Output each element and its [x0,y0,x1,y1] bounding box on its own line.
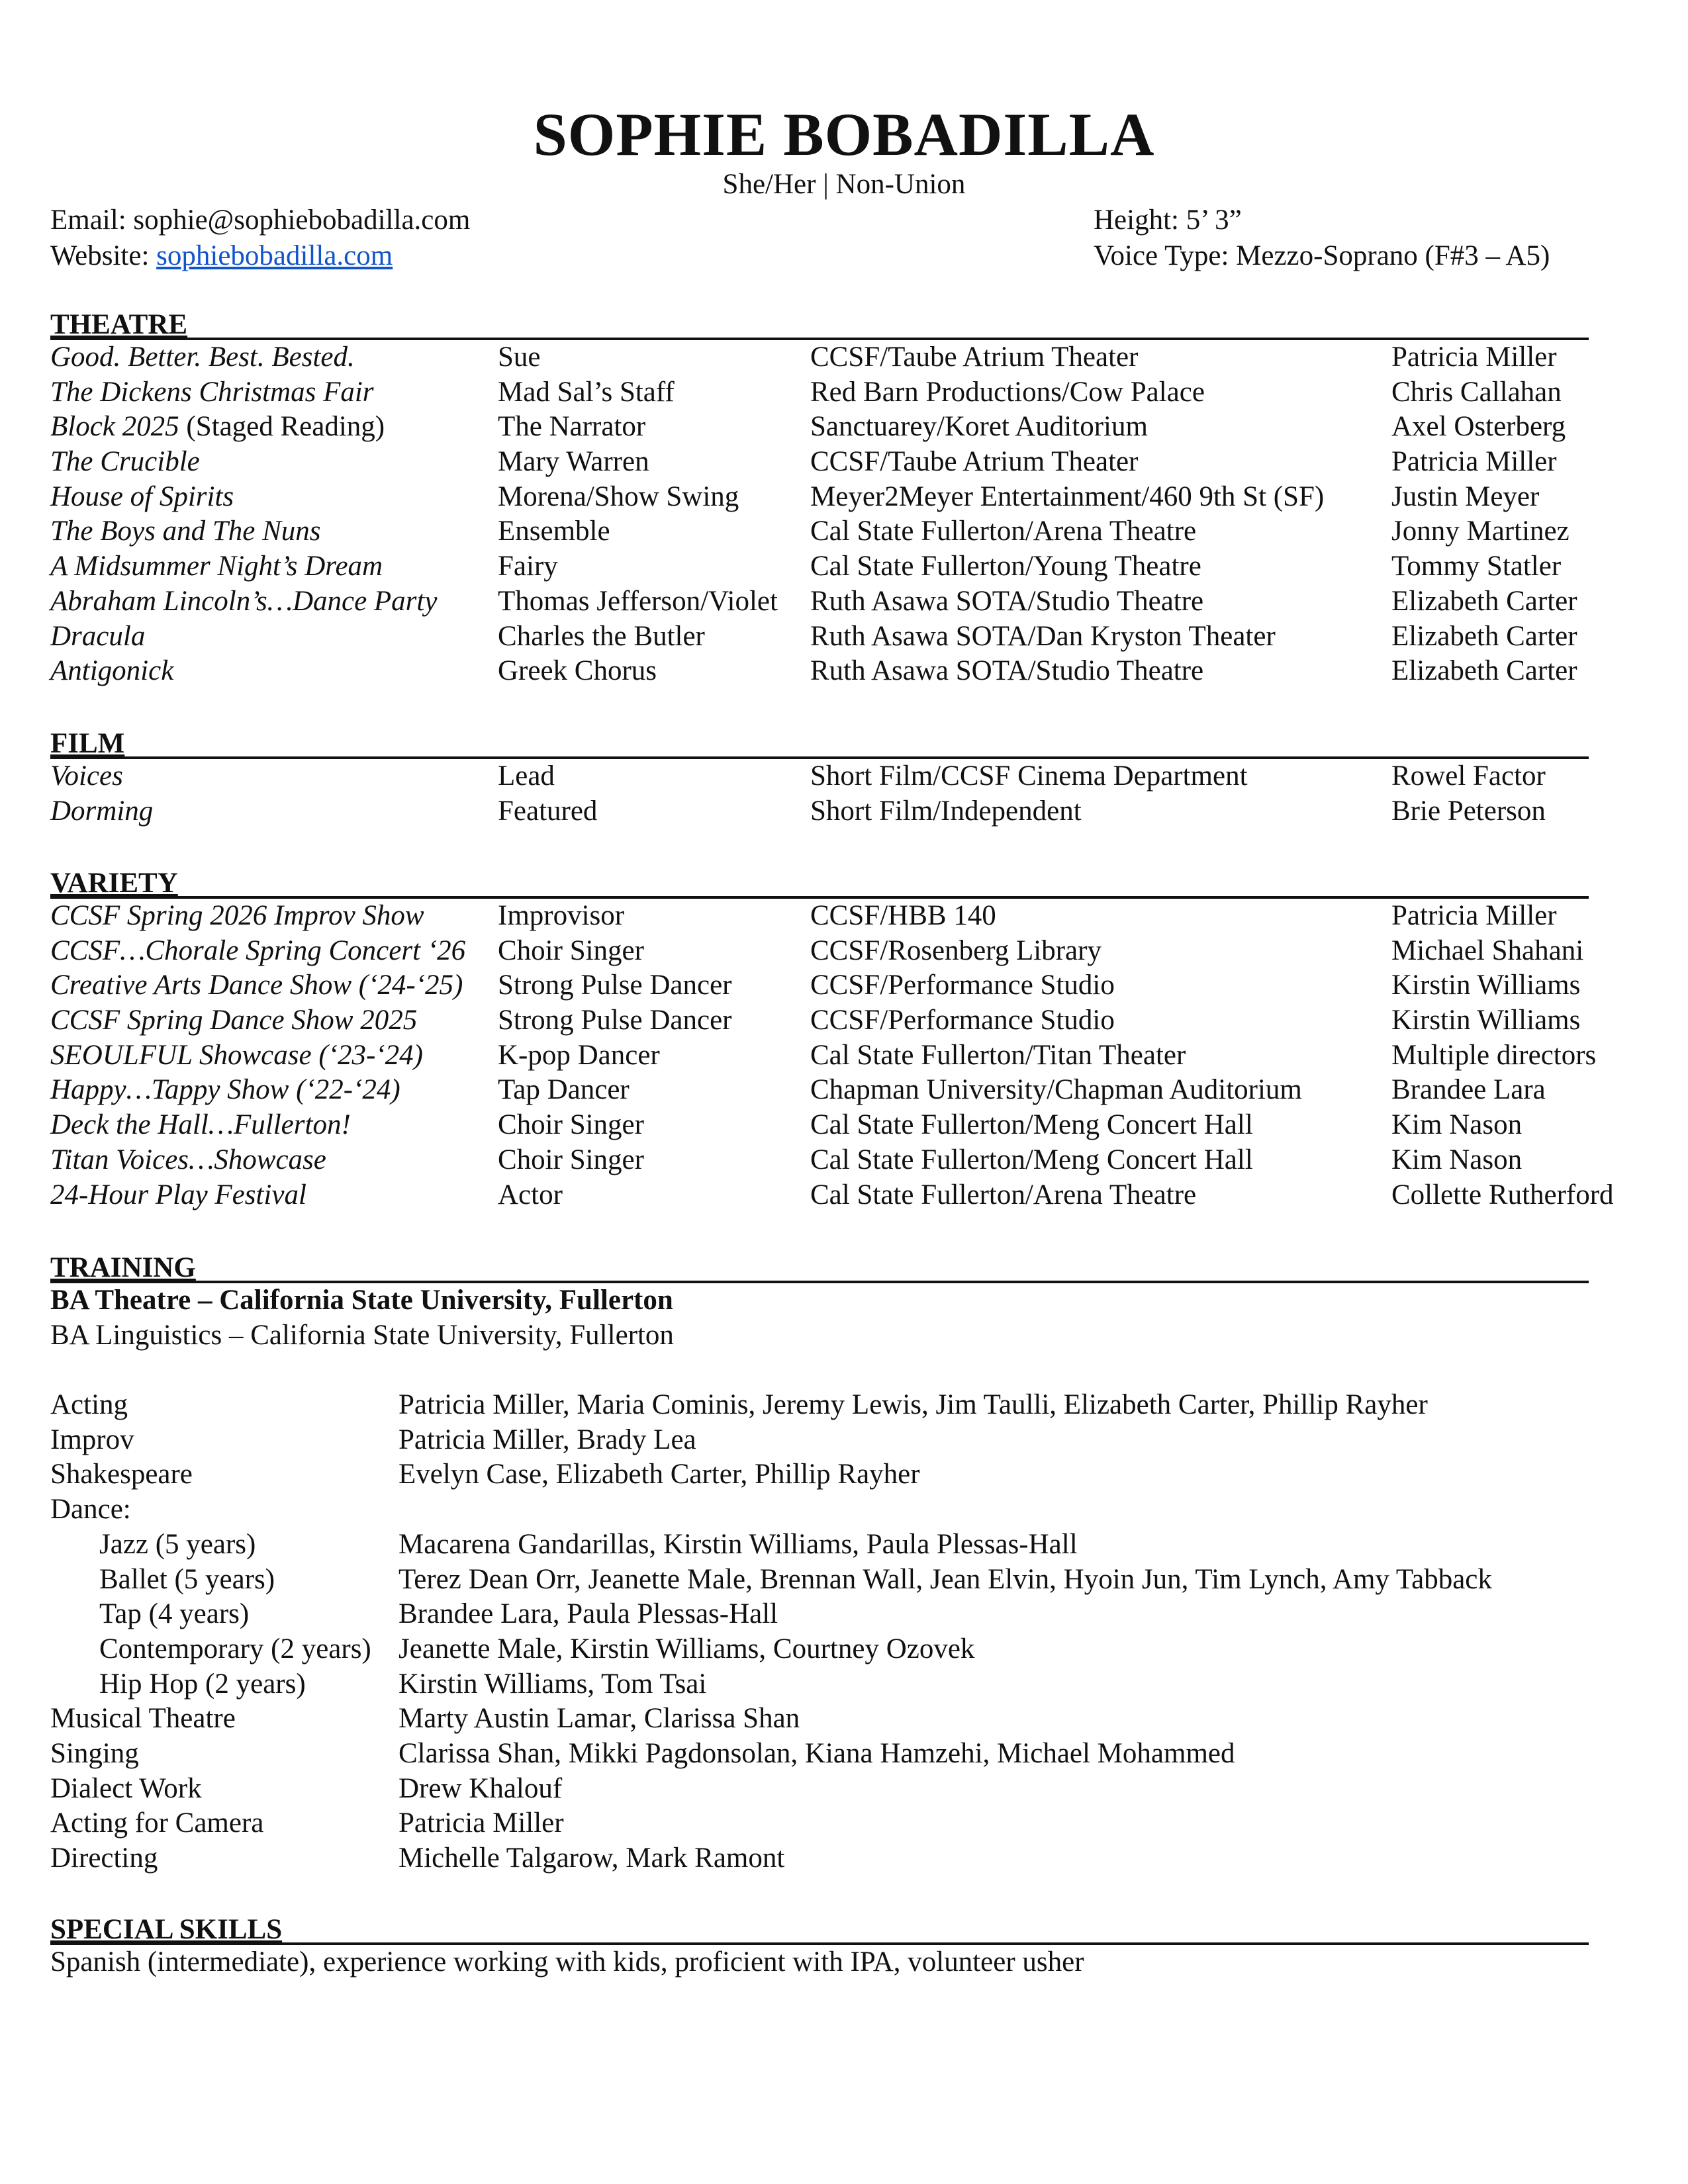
credit-role: Tap Dancer [498,1074,630,1106]
credit-role: K-pop Dancer [498,1039,660,1071]
credit-role: Actor [498,1179,563,1210]
credit-role: Charles the Butler [498,620,705,652]
credit-title [50,340,355,375]
credit-title-text: A Midsummer Night’s Dream [50,551,383,582]
credit-row [50,968,1589,1003]
credit-venue: Chapman University/Chapman Auditorium [810,1074,1302,1106]
credit-title-text: Creative Arts Dance Show (‘24-‘25) [50,970,463,1001]
credit-row [50,445,1589,480]
pronouns-union-status: She/Her | Non-Union [722,169,966,200]
credit-title-text: CCSF…Chorale Spring Concert ‘26 [50,934,466,966]
training-subject: Directing [50,1843,158,1874]
training-subject: Improv [50,1424,134,1455]
credit-title [50,968,463,1003]
credit-director: Multiple directors [1391,1039,1597,1071]
training-teachers: Michelle Talgarow, Mark Ramont [399,1843,785,1874]
credit-row [50,619,1589,655]
credit-role: Strong Pulse Dancer [498,1005,732,1036]
credit-director: Elizabeth Carter [1391,585,1577,617]
credit-venue: Cal State Fullerton/Meng Concert Hall [810,1144,1253,1175]
credit-director: Axel Osterberg [1391,411,1566,443]
credit-title [50,514,321,549]
credit-director: Collette Rutherford [1391,1179,1614,1210]
credit-title-text: Titan Voices…Showcase [50,1144,326,1175]
credit-title-text: CCSF Spring 2026 Improv Show [50,900,424,931]
training-subject: Contemporary (2 years) [99,1633,371,1664]
section-heading: TRAINING [50,1252,196,1283]
training-teachers: Evelyn Case, Elizabeth Carter, Phillip Rayher [399,1459,920,1490]
credit-venue: CCSF/Rosenberg Library [810,934,1102,966]
credit-title-text: Abraham Lincoln’s…Dance Party [50,585,438,617]
credit-role: Morena/Show Swing [498,480,739,512]
credit-row [50,794,1589,829]
credit-row [50,340,1589,375]
credit-role: Sue [498,341,541,373]
training-row [50,1737,1589,1772]
training-subject: Dialect Work [50,1772,202,1804]
training-teachers: Patricia Miller [399,1807,564,1839]
credit-row [50,1073,1589,1108]
training-row [50,1667,1589,1702]
credit-row [50,1178,1614,1213]
training-heading [50,1246,1589,1283]
contact-info [50,203,470,274]
credit-title-text: Block 2025 [50,411,179,443]
credit-title-note: (Staged Reading) [179,411,385,443]
resume-name: SOPHIE BOBADILLA [533,101,1155,168]
training-subject: Singing [50,1737,139,1769]
credit-venue: Ruth Asawa SOTA/Studio Theatre [810,655,1204,687]
credit-venue: Cal State Fullerton/Arena Theatre [810,1179,1197,1210]
voice-type-label: Voice Type: [1094,240,1229,271]
film-section [50,722,1589,829]
credit-director: Kirstin Williams [1391,1005,1581,1036]
email-line [50,203,470,238]
credit-title [50,445,200,480]
training-teachers: Jeanette Male, Kirstin Williams, Courtney Ozovek [399,1633,975,1664]
physical-info [1094,203,1550,274]
training-teachers: Clarissa Shan, Mikki Pagdonsolan, Kiana Hamzehi, Michael Mohammed [399,1737,1235,1769]
credit-role: Thomas Jefferson/Violet [498,585,778,617]
training-row [50,1527,1589,1563]
credit-title-text: Antigonick [50,655,174,687]
training-subject: Acting for Camera [50,1807,264,1839]
credit-director: Tommy Statler [1391,551,1562,582]
credit-title [50,759,123,794]
credit-director: Patricia Miller [1391,900,1557,931]
training-row [50,1457,1589,1492]
credit-title [50,1073,400,1108]
training-subject: Hip Hop (2 years) [99,1668,306,1700]
credit-row [50,1003,1589,1038]
training-row [50,1772,1589,1807]
theatre-credits [50,340,1589,689]
training-row [50,1806,1589,1841]
credit-title-text: House of Spirits [50,480,234,512]
training-row [50,1388,1589,1423]
credit-row [50,1038,1597,1073]
voice-type-line [1094,238,1550,274]
special-skills-heading [50,1908,1589,1945]
training-subject: Acting [50,1389,128,1421]
credit-role: Greek Chorus [498,655,657,687]
credit-role: Featured [498,795,598,827]
credit-director: Kim Nason [1391,1144,1523,1175]
credit-director: Michael Shahani [1391,934,1584,966]
credit-venue: Cal State Fullerton/Arena Theatre [810,516,1197,547]
section-heading: VARIETY [50,868,178,899]
training-teachers: Patricia Miller, Maria Cominis, Jeremy Lewis, Jim Taulli, Elizabeth Carter, Phillip Rayher [399,1389,1428,1421]
credit-venue: Ruth Asawa SOTA/Dan Kryston Theater [810,620,1276,652]
credit-role: Mary Warren [498,446,649,478]
training-list [50,1388,1589,1876]
training-teachers: Marty Austin Lamar, Clarissa Shan [399,1703,800,1735]
credit-title-text: The Boys and The Nuns [50,516,321,547]
special-skills-text: Spanish (intermediate), experience working with kids, proficient with IPA, volunteer usher [50,1946,1084,1978]
credit-director: Justin Meyer [1391,480,1540,512]
theatre-heading [50,303,1589,340]
credit-row [50,759,1589,794]
variety-credits [50,899,1614,1212]
training-teachers: Terez Dean Orr, Jeanette Male, Brennan Wall, Jean Elvin, Hyoin Jun, Tim Lynch, Amy Tabback [399,1563,1492,1595]
credit-venue: Short Film/CCSF Cinema Department [810,760,1248,792]
training-teachers: Drew Khalouf [399,1772,563,1804]
website-link[interactable]: sophiebobadilla.com [156,240,393,271]
training-row [50,1423,1589,1458]
credit-row [50,480,1589,515]
credit-title-text: Deck the Hall…Fullerton! [50,1109,351,1141]
credit-role: The Narrator [498,411,646,443]
training-subject: Musical Theatre [50,1703,236,1735]
credit-title-text: CCSF Spring Dance Show 2025 [50,1005,418,1036]
credit-director: Kim Nason [1391,1109,1523,1141]
training-subject: Ballet (5 years) [99,1563,275,1595]
credit-role: Choir Singer [498,934,644,966]
credit-venue: CCSF/Performance Studio [810,970,1115,1001]
section-heading: SPECIAL SKILLS [50,1914,283,1945]
theatre-section [50,303,1589,689]
credit-row [50,514,1589,549]
training-subject: Tap (4 years) [99,1598,250,1630]
credit-venue: CCSF/HBB 140 [810,900,996,931]
credit-venue: CCSF/Performance Studio [810,1005,1115,1036]
training-row [50,1563,1589,1598]
voice-type-value: Mezzo-Soprano (F#3 – A5) [1236,240,1550,271]
credit-role: Strong Pulse Dancer [498,970,732,1001]
training-row [50,1632,1589,1667]
credit-venue: Cal State Fullerton/Meng Concert Hall [810,1109,1253,1141]
credit-row [50,1143,1589,1178]
credit-director: Elizabeth Carter [1391,620,1577,652]
credit-title [50,794,153,829]
website-label: Website: [50,240,150,271]
training-subject: Shakespeare [50,1459,193,1490]
height-line [1094,203,1550,238]
credit-director: Brie Peterson [1391,795,1546,827]
credit-role: Ensemble [498,516,610,547]
credit-venue: CCSF/Taube Atrium Theater [810,341,1139,373]
credit-director: Elizabeth Carter [1391,655,1577,687]
credit-row [50,1108,1589,1143]
credit-role: Choir Singer [498,1144,644,1175]
training-section [50,1246,1589,1876]
credit-title [50,1143,326,1178]
training-subject: Jazz (5 years) [99,1528,256,1560]
credit-role: Lead [498,760,555,792]
credit-title-text: The Crucible [50,446,200,478]
training-row [50,1492,1589,1527]
training-teachers: Brandee Lara, Paula Plessas-Hall [399,1598,778,1630]
credit-title [50,375,374,410]
credit-director: Patricia Miller [1391,446,1557,478]
credit-title [50,899,424,934]
credit-row [50,584,1589,619]
credit-row [50,375,1589,410]
training-row [50,1702,1589,1737]
degree-theatre: BA Theatre – California State University, Fullerton [50,1285,673,1316]
credit-title [50,1038,423,1073]
credit-director: Brandee Lara [1391,1074,1546,1106]
height-value: 5’ 3” [1186,205,1242,236]
credit-director: Patricia Miller [1391,341,1557,373]
section-heading: THEATRE [50,309,188,340]
credit-title-text: The Dickens Christmas Fair [50,376,374,408]
credit-role: Fairy [498,551,558,582]
credit-director: Rowel Factor [1391,760,1546,792]
training-body [50,1283,1589,1876]
training-row [50,1841,1589,1876]
credit-title [50,410,385,445]
degree-linguistics: BA Linguistics – California State University, Fullerton [50,1319,674,1351]
credit-row [50,899,1589,934]
email-address[interactable]: sophie@sophiebobadilla.com [133,205,471,236]
training-teachers: Patricia Miller, Brady Lea [399,1424,696,1455]
credit-venue: Cal State Fullerton/Titan Theater [810,1039,1186,1071]
credit-title [50,654,173,689]
credit-venue: Meyer2Meyer Entertainment/460 9th St (SF) [810,480,1325,512]
film-credits [50,759,1589,829]
film-heading [50,722,1589,759]
credit-title [50,480,234,515]
credit-row [50,549,1589,584]
credit-title [50,619,145,655]
credit-title [50,934,465,969]
credit-row [50,654,1589,689]
credit-row [50,934,1589,969]
credit-role: Choir Singer [498,1109,644,1141]
credit-title [50,1108,351,1143]
variety-section [50,862,1614,1212]
credit-title-text: 24-Hour Play Festival [50,1179,306,1210]
training-subject: Dance: [50,1494,131,1525]
credit-director: Jonny Martinez [1391,516,1570,547]
credit-title-text: Happy…Tappy Show (‘22-‘24) [50,1074,400,1106]
credit-role: Improvisor [498,900,625,931]
credit-title-text: Good. Better. Best. Bested. [50,341,355,373]
height-label: Height: [1094,205,1179,236]
credit-title [50,1178,306,1213]
credit-role: Mad Sal’s Staff [498,376,675,408]
special-skills-section [50,1908,1589,1980]
variety-heading [50,862,1589,899]
credit-title-text: Voices [50,760,123,792]
credit-title-text: SEOULFUL Showcase (‘23-‘24) [50,1039,423,1071]
website-line [50,238,470,274]
credit-title [50,584,437,619]
credit-director: Chris Callahan [1391,376,1562,408]
credit-venue: Sanctuarey/Koret Auditorium [810,411,1148,443]
credit-title [50,549,383,584]
credit-title-text: Dracula [50,620,146,652]
email-label: Email: [50,205,126,236]
training-teachers: Kirstin Williams, Tom Tsai [399,1668,707,1700]
section-heading: FILM [50,728,125,759]
credit-venue: Cal State Fullerton/Young Theatre [810,551,1201,582]
training-teachers: Macarena Gandarillas, Kirstin Williams, Paula Plessas-Hall [399,1528,1078,1560]
credit-venue: CCSF/Taube Atrium Theater [810,446,1139,478]
credit-title [50,1003,417,1038]
credit-row [50,410,1589,445]
credit-venue: Short Film/Independent [810,795,1082,827]
credit-venue: Ruth Asawa SOTA/Studio Theatre [810,585,1204,617]
credit-director: Kirstin Williams [1391,970,1581,1001]
credit-title-text: Dorming [50,795,154,827]
credit-venue: Red Barn Productions/Cow Palace [810,376,1205,408]
training-row [50,1597,1589,1632]
